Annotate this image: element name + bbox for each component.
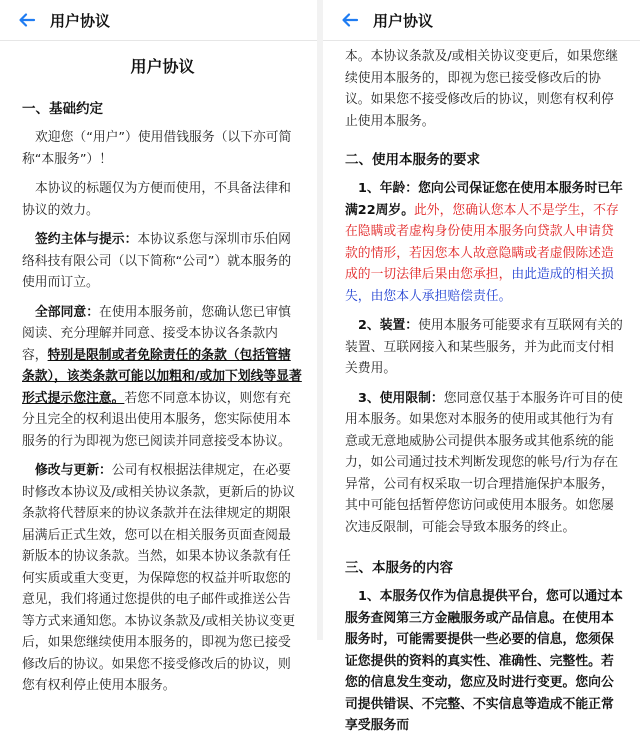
right-pane (323, 0, 640, 733)
paragraph (345, 178, 626, 307)
page-title: 用户协议 (130, 57, 195, 76)
clause-text: 使用本服务可能要求有互联网有关的装置、互联网接入和某些服务，并为此而支付相关费用。 (345, 318, 623, 376)
section-title: 三、本服务的内容 (345, 560, 453, 576)
arrow-left-icon (340, 10, 360, 30)
clause-label: 2、装置： (358, 318, 419, 333)
clause-label: 3、使用限制： (358, 390, 444, 406)
nav-title: 用户协议 (50, 11, 111, 30)
paragraph (22, 460, 303, 697)
clause-text: 公司有权根据法律规定，在必要时修改本协议及/或相关协议条款，更新后的协议条款将代替原来的协议条款并在法律规定的期限届满后正式生效，您可以在相关服务页面查阅最新版本的协议条款。当然，如果本协议条款有任何实质或重大变更，为保障您的权益并听取您的意见，我们将通过您提供的电子邮件或推送公告等方式来通知您。本协议条款及/或相关协议变更后，如果您继续使用本服务的，即视为您已接受修改后的协议。如果您不接受修改后的协议，则您有权利停止使用本服务。 (22, 463, 296, 693)
warning-text: 此外，您确认您本人不是学生，不存在隐瞒或者虚构身份使用本服务向贷款人申请贷款的情形，若因您本人故意隐瞒或者虚假陈述造成的一切法律后果由您承担， (345, 202, 619, 282)
paragraph (345, 315, 626, 380)
liability-text: 由此造成的相关损失，由您本人承担赔偿责任。 (345, 267, 614, 304)
clause-text: 本协议系您与深圳市乐伯网络科技有限公司（以下简称“公司”）就本服务的使用而订立。 (22, 232, 292, 290)
back-button[interactable] (337, 7, 363, 33)
clause-label: 1、本服务仅作为信息提供平台，您可以通过本服务查阅第三方金融服务或产品信息。在使用本服务时，可能需要提供一些必要的信息，您须保证您提供的资料的真实性、准确性、完整性。若您的信息发生变动，您应及时进行变更。您向公司提供错误、不完整、不实信息等造成不能正常享受服务而 (345, 589, 623, 733)
section-title: 二、使用本服务的要求 (345, 152, 480, 168)
clause-label: 签约主体与提示： (35, 232, 138, 247)
agreement-content (345, 46, 626, 745)
agreement-content (22, 40, 303, 705)
left-pane (0, 0, 317, 693)
arrow-left-icon (17, 10, 37, 30)
clause-text: 若您不同意本协议，则您有充分且完全的权利退出使用本服务，您实际使用本服务的行为即视为您已阅读并同意接受本协议。 (22, 390, 291, 449)
section-title: 一、基础约定 (22, 101, 103, 117)
clause-label: 1、年龄：您向公司保证您在使用本服务时已年满22周岁。 (345, 181, 623, 218)
paragraph (22, 229, 303, 294)
paragraph: 本协议的标题仅为方便而使用，不具备法律和协议的效力。 (22, 181, 291, 218)
paragraph (345, 388, 626, 539)
highlighted-clause: 特别是限制或者免除责任的条款（包括管辖条款），该类条款可能以加粗和/或加下划线等显著形式提示您注意。 (22, 347, 302, 406)
back-button[interactable] (14, 7, 40, 33)
paragraph (345, 586, 626, 737)
clause-label: 全部同意： (35, 304, 99, 320)
paragraph (22, 302, 303, 453)
paragraph: 本。本协议条款及/或相关协议变更后，如果您继续使用本服务的，即视为您已接受修改后的协议。如果您不接受修改后的协议，则您有权利停止使用本服务。 (345, 49, 619, 129)
paragraph: 欢迎您（“用户”）使用借钱服务（以下亦可简称“本服务”）！ (22, 130, 292, 167)
nav-bar (323, 0, 640, 41)
nav-bar (0, 0, 317, 41)
clause-text: 在使用本服务前，您确认您已审慎阅读、充分理解并同意、接受本协议各条款内容， (22, 304, 291, 363)
clause-label: 修改与更新： (35, 463, 112, 478)
nav-title: 用户协议 (373, 11, 434, 30)
clause-text: 您同意仅基于本服务许可目的使用本服务。如果您对本服务的使用或其他行为有意或无意地威胁公司提供本服务或其他系统的能力，如公司通过技术判断发现您的帐号/行为存在异常，公司有权采取一切合理措施保护本服务，其中可能包括暂停您访问或使用本服务。如您屡次违反限制，可能会导致本服务的终止。 (345, 390, 623, 535)
